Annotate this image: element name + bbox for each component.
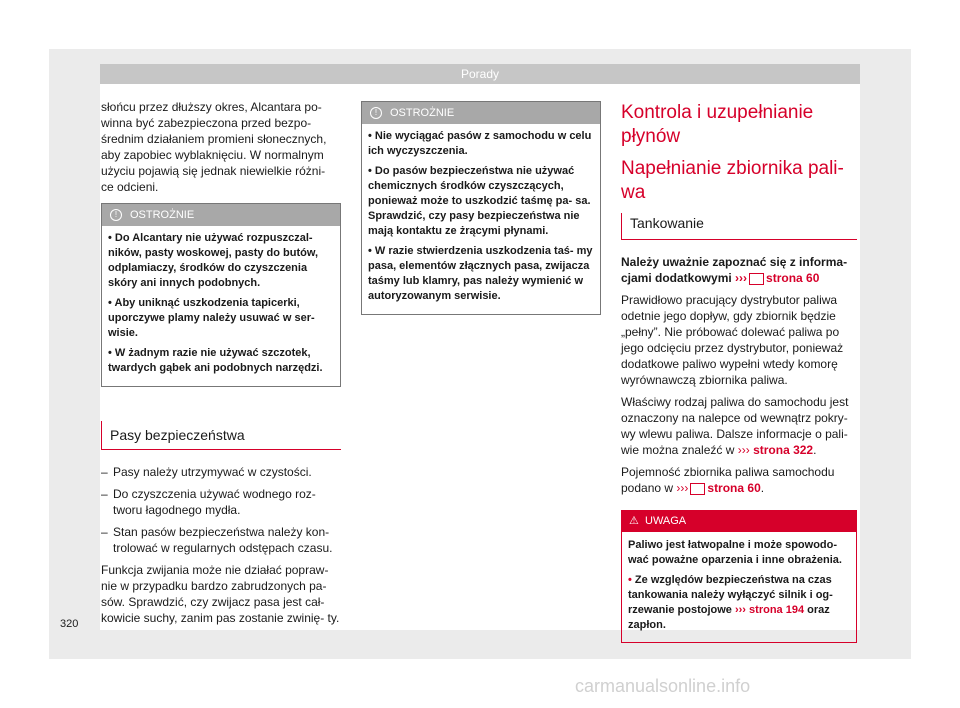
caution-text: Do Alcantary nie używać rozpuszczal- ników, pasty woskowej, pasty do butów, odplamiaczy, środków do czyszczenia skóry ani innych podobnych. [108, 232, 319, 289]
caution-item: • Do Alcantary nie używać rozpuszczal- ników, pasty woskowej, pasty do butów, odplamiaczy, środków do czyszczenia skóry ani innych podobnych. [108, 232, 319, 289]
book-icon [749, 273, 764, 285]
caution-body [102, 226, 340, 386]
caution-box-2 [361, 101, 601, 315]
warning-item [628, 573, 850, 633]
caution-body [362, 124, 600, 314]
caution-box-1 [101, 203, 341, 387]
capacity-paragraph: Pojemność zbiornika paliwa samochodu podano w ››› strona 60. [621, 465, 835, 495]
caution-title: OSTROŻNIE [390, 107, 455, 119]
arrow-icon: ››› [735, 271, 748, 285]
list-item: – Do czyszczenia używać wodnego roz- tworu łagodnego mydła. [101, 486, 341, 518]
caution-header [362, 102, 600, 124]
capacity-text: Pojemność zbiornika paliwa samochodu podano w [621, 465, 835, 495]
list-item: – Pasy należy utrzymywać w czystości. [101, 464, 341, 480]
intro-paragraph: słońcu przez dłuższy okres, Alcantara po- winna być zabezpieczona przed bezpo- średnim działaniem promieni słonecznych, aby zapobiec wyblaknięciu. W normalnym użyciu pojawią się jednak niewielkie różni- ce odcieni. [101, 100, 327, 194]
caution-text: Nie wyciągać pasów z samochodu w celu ich wyczyszczenia. [368, 130, 592, 157]
watermark: carmanualsonline.info [575, 676, 751, 696]
dispenser-paragraph: Prawidłowo pracujący dystrybutor paliwa odetnie jego dopływ, gdy zbiornik będzie „pełny”. Nie próbować dolewać paliwa po jego odcięciu przez dystrybutor, ponieważ dodatkowe paliwo wypełni wtedy komorę wyrównawczą zbiornika paliwa. [621, 293, 844, 387]
caution-item: • W żadnym razie nie używać szczotek, twardych gąbek ani podobnych narzędzi. [108, 347, 323, 374]
bullet-icon: • [628, 574, 632, 586]
caution-item: • Nie wyciągać pasów z samochodu w celu ich wyczyszczenia. [368, 130, 592, 157]
page-header: Porady [100, 64, 860, 84]
caution-item: • W razie stwierdzenia uszkodzenia taś- my pasa, elementów złącznych pasa, zwijacza taśmy lub klamry, pas należy wymienić w autoryzowanym serwisie. [368, 245, 593, 302]
page-link[interactable]: strona 60 [707, 481, 761, 495]
warning-text: Ze względów bezpieczeństwa na czas tankowania należy wyłączyć silnik i og- rzewanie postojowe [628, 574, 833, 616]
warning-body [621, 532, 857, 643]
warning-box [621, 510, 857, 643]
column-3 [621, 99, 857, 643]
fuel-type-paragraph: Właściwy rodzaj paliwa do samochodu jest oznaczony na nalepce od wewnątrz pokry- wy wlewu paliwa. Dalsze informacje o pali- wie można znaleźć w ››› strona 322. [621, 395, 849, 457]
notice-paragraph [621, 254, 857, 286]
warning-icon: ⚠ [629, 515, 639, 527]
book-icon [690, 483, 705, 495]
info-icon: ! [370, 107, 382, 119]
retractor-paragraph: Funkcja zwijania może nie działać popraw- nie w przypadku bardzo zabrudzonych pa- sów. Sprawdzić, czy zwijacz pasa jest cał- kowicie suchy, zanim pas zostanie zwinię- ty. [101, 563, 340, 625]
caution-item: • Do pasów bezpieczeństwa nie używać chemicznych środków czyszczących, ponieważ może to uszkodzić taśmę pa- sa. Sprawdzić, czy pasy bezpieczeństwa nie mają kontaktu ze żrącymi płynami. [368, 165, 591, 237]
warning-end: oraz zapłon. [628, 604, 830, 631]
subsection-heading: Tankowanie [621, 213, 857, 240]
section-title: Pasy bezpieczeństwa [101, 421, 341, 450]
caution-text: Do pasów bezpieczeństwa nie używać chemicznych środków czyszczących, ponieważ może to uszkodzić taśmę pa- sa. Sprawdzić, czy pasy bezpieczeństwa nie mają kontaktu ze żrącymi płynami. [368, 165, 591, 237]
warning-title: UWAGA [645, 515, 687, 527]
page-link[interactable]: strona 60 [766, 271, 820, 285]
caution-text: W żadnym razie nie używać szczotek, twardych gąbek ani podobnych narzędzi. [108, 347, 323, 374]
caution-item: • Aby uniknąć uszkodzenia tapicerki, uporczywe plamy należy usuwać w ser- wisie. [108, 297, 315, 339]
caution-header [102, 204, 340, 226]
list-item: – Stan pasów bezpieczeństwa należy kon- trolować w regularnych odstępach czasu. [101, 524, 341, 556]
caution-text: W razie stwierdzenia uszkodzenia taś- my pasa, elementów złącznych pasa, zwijacza taśmy lub klamry, pas należy wymienić w autoryzowanym serwisie. [368, 245, 593, 302]
caution-text: Aby uniknąć uszkodzenia tapicerki, uporczywe plamy należy usuwać w ser- wisie. [108, 297, 315, 339]
warning-header [621, 510, 857, 532]
arrow-icon: ››› [734, 604, 746, 616]
column-2 [361, 99, 601, 315]
page-link[interactable]: strona 194 [749, 604, 805, 616]
arrow-icon: ››› [676, 481, 689, 495]
page-number: 320 [60, 618, 79, 630]
section-heading: Napełnianie zbiornika pali- wa [621, 158, 844, 203]
warning-item: Paliwo jest łatwopalne i może spowodo- wać poważne oparzenia i inne obrażenia. [628, 539, 842, 566]
dash-list [101, 464, 341, 556]
chapter-title: Kontrola i uzupełnianie płynów [621, 102, 814, 147]
notice-text: Należy uważnie zapoznać się z informa- cjami dodatkowymi [621, 255, 848, 285]
page-link[interactable]: strona 322 [753, 443, 814, 457]
info-icon: ! [110, 209, 122, 221]
column-1 [101, 99, 341, 632]
fuel-type-text: Właściwy rodzaj paliwa do samochodu jest oznaczony na nalepce od wewnątrz pokry- wy wlewu paliwa. Dalsze informacje o pali- wie można znaleźć w [621, 395, 849, 457]
caution-title: OSTROŻNIE [130, 209, 195, 221]
arrow-icon: ››› [737, 443, 750, 457]
